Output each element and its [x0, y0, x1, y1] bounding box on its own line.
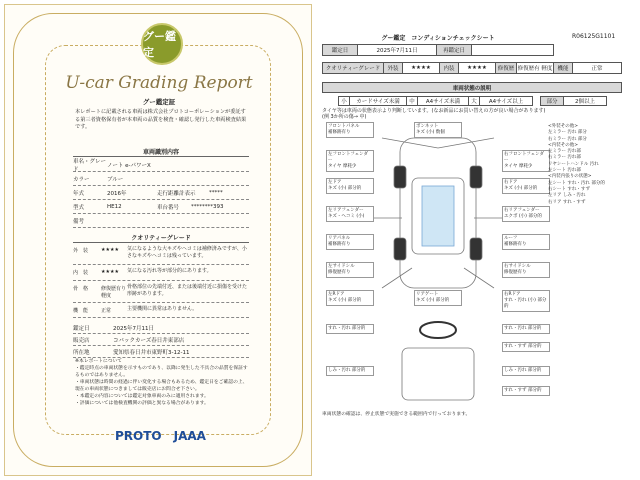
note-item: ・本鑑定の内容については鑑定対象車両のみに適用されます。: [75, 393, 209, 399]
panel-text: キズ (小) 部分的: [328, 185, 362, 191]
row-value: ★★★★: [101, 247, 119, 253]
panel-front: [326, 122, 374, 138]
function-value: 正常: [572, 62, 622, 74]
size-small: 小: [338, 96, 350, 106]
interior-label-1: すれ・汚れ 部分的: [326, 324, 374, 334]
row-text: 気になるような大キズやヘコミは補修済みですが、小さなキズやヘコミは残っています。: [127, 246, 247, 259]
panel-rear: [326, 234, 374, 250]
row-label: 内 装: [73, 270, 89, 276]
vehicle-row-color: [73, 173, 249, 186]
panel-name: 右フロントフェンダー: [504, 152, 544, 163]
size-medium: 中: [406, 96, 418, 106]
panel-roof: [502, 234, 550, 250]
panel-text: キズ (小) 数個: [416, 129, 445, 135]
legend-item: <外装その他>: [548, 124, 579, 129]
panel-text: すれ・汚れ (小) 部分的: [504, 297, 547, 309]
grading-certificate: [4, 4, 312, 476]
legend-item: 右ミラー 汚れ部: [548, 155, 581, 161]
legend-item: 左シート すれ・汚れ 部分的: [548, 180, 605, 186]
panel-text: タイヤ 摩耗少: [504, 163, 533, 169]
certificate-notes: [75, 359, 251, 408]
quality-heading: クオリティーグレード: [73, 233, 249, 243]
vehicle-row-year: [73, 187, 249, 200]
interior-label: 内装: [439, 62, 459, 74]
size-note-example: (例 3か所の傷→ 中): [322, 114, 367, 120]
panel-name: フロントパネル: [328, 124, 360, 129]
size-note: タイヤ等は車両の状態表示より判断しています。(なお新品にお買い替えの方が良い場合があります): [322, 108, 546, 114]
panel-left-rear-fender: [326, 206, 374, 222]
panel-text: キズ (小) 部分的: [416, 297, 450, 303]
row-label: 外 装: [73, 248, 89, 254]
panel-left-door: [326, 178, 374, 194]
panel-left-front-fender: [326, 150, 374, 172]
panel-text: 補修跡有り: [504, 241, 527, 247]
date-value: 2025年7月11日: [357, 44, 437, 56]
vehicle-row-name: [73, 159, 249, 172]
row-text: 骨格部位の先端付近、または後端付近に損傷を受けた形跡があります。: [127, 284, 248, 297]
panel-name: 左サイドシル: [328, 264, 355, 269]
note-item: ・評価については他検査機関の評価と異なる場合があります。: [75, 400, 209, 406]
interior-label-5: しみ・汚れ 部分的: [502, 366, 550, 376]
vehicle-heading: 車両識別内容: [73, 147, 249, 157]
certificate-subtitle: グー鑑定証: [142, 98, 176, 106]
row-value: ノート e-パワーX: [107, 163, 151, 169]
jaaa-logo: JAAA: [173, 429, 206, 443]
row-label2: 車台番号: [157, 205, 180, 211]
panel-right-sill: [502, 262, 550, 278]
row-label: 販売店: [73, 338, 90, 344]
row-label: 鑑定日: [73, 326, 90, 332]
proto-logo: PROTO: [115, 429, 162, 443]
row-label: 年式: [73, 191, 85, 197]
row-label: 車名・グレード: [73, 159, 107, 173]
size-small-desc: カードサイズ未満: [349, 96, 407, 106]
panel-text: 修復歴有り: [328, 269, 351, 275]
panel-text: 補修跡有り: [328, 241, 351, 247]
sheet-code: R06125G1101: [572, 33, 616, 40]
car-damage-diagram: [322, 118, 554, 406]
legend-item: <内装その他>: [548, 142, 579, 148]
recheck-label: 再鑑定日: [436, 44, 472, 56]
interior-label-3: すれ・すず 部分的: [502, 342, 550, 352]
function-label: 機能: [553, 62, 573, 74]
panel-text: 補修跡有り: [328, 129, 351, 135]
row-value: ★★★★: [101, 269, 119, 275]
sheet-footnote: 車両状態の確認は、停止状態で実施できる範囲内で行っております。: [322, 412, 471, 417]
row-value: 2016年: [107, 191, 127, 197]
row-label: 備考: [73, 219, 85, 225]
panel-text: キズ (小) 部分的: [328, 297, 362, 303]
exterior-value: ★★★★: [402, 62, 440, 74]
panel-bonnet: [414, 122, 462, 138]
vehicle-row-notes: [73, 215, 249, 228]
panel-rear-gate: [414, 290, 462, 306]
date-label: 鑑定日: [322, 44, 358, 56]
condition-legend: [548, 124, 618, 206]
legend-item: 左シート 汚れ部: [548, 168, 581, 174]
level-value: 2個以上: [563, 96, 607, 106]
panel-name: 左ドア: [328, 180, 342, 185]
panel-text: キズ・ヘコミ (小): [328, 213, 365, 219]
row-value: 2025年7月11日: [113, 326, 154, 332]
interior-value: ★★★★: [458, 62, 496, 74]
row-value: 愛知県春日井市東野町3-12-11: [113, 350, 190, 356]
legend-item: 左リア しみ・汚れ: [548, 193, 586, 199]
legend-item: 右ミラー 汚れ 部分: [548, 136, 587, 142]
panel-name: 右Rドア: [504, 292, 521, 297]
size-medium-desc: A4サイズ未満: [417, 96, 469, 106]
legend-item: <内装内張りの状態>: [548, 174, 592, 180]
sheet-title: グー鑑定 コンディションチェックシート: [381, 35, 495, 42]
panel-right-rear-fender: [502, 206, 550, 222]
panel-name: 右ドア: [504, 180, 518, 185]
interior-label-6: すれ・すず 部分的: [502, 386, 550, 396]
legend-item: リヤシートハンドル 汚れ: [548, 161, 599, 167]
row-label: 型式: [73, 205, 85, 211]
legend-item: 右リア すれ・すず: [548, 199, 586, 205]
panel-name: 左Rドア: [328, 292, 345, 297]
note-item: ・鑑定時点の車両状態を示すものであり、以降に発生した不具合の品質を保証するものではありません。: [75, 365, 248, 378]
row-value: コバックカーズ春日井東部店: [113, 338, 185, 344]
address-row: [73, 347, 249, 358]
quality-row-exterior: [73, 245, 249, 265]
grade-label: クオリティーグレード: [322, 62, 384, 74]
state-heading: 車両状態の説明: [322, 82, 622, 93]
repair-value: 修復歴有 軽度: [516, 62, 554, 74]
panel-text: 修復歴有り: [504, 269, 527, 275]
row-value2: *****: [209, 190, 223, 196]
certificate-intro: 本レポートに記載される車両は株式会社プロトコーポレーションが委託する第三者資格保有者が本車両の品質を検査・確認し発行した車両検査結果です。: [75, 109, 247, 131]
panel-text: タイヤ 摩耗少: [328, 163, 357, 169]
panel-name: 右サイドシル: [504, 264, 531, 269]
panel-name: 右リアフェンダー: [504, 208, 540, 213]
shop-row: [73, 335, 249, 346]
certificate-title: U-car Grading Report: [65, 73, 253, 93]
row-label: 骨 格: [73, 286, 89, 292]
row-text: 気になる汚れ等が部分的にあります。: [127, 268, 212, 274]
legend-item: 右シート すれ・すず: [548, 186, 590, 192]
row-value: 正常: [101, 308, 112, 314]
panel-name: ルーフ: [504, 236, 518, 241]
interior-label-4: しみ・汚れ 部分的: [326, 366, 374, 376]
panel-text: エクボ (小) 部分的: [504, 213, 542, 219]
size-large: 大: [468, 96, 480, 106]
quality-row-frame: [73, 283, 249, 303]
size-large-desc: A4サイズ以上: [479, 96, 533, 106]
panel-name: リアゲート: [416, 292, 439, 297]
row-text: 主要機関に異常はありません。: [127, 306, 198, 312]
goo-kantei-badge: [141, 23, 183, 65]
vehicle-row-model: [73, 201, 249, 214]
recheck-value: [471, 44, 554, 56]
row-value: HE12: [107, 204, 122, 210]
panel-right-rear-door: [502, 290, 550, 312]
panel-name: リアパネル: [328, 236, 351, 241]
panel-right-door: [502, 178, 550, 194]
logo-bar: [115, 429, 206, 443]
inspection-date-row: [73, 323, 249, 334]
panel-left-rear-door: [326, 290, 374, 306]
row-value2: ********393: [191, 204, 224, 210]
row-label: 所在地: [73, 350, 90, 356]
legend-item: 左ミラー 汚れ 部分: [548, 130, 587, 136]
row-value: 修復歴有り 軽度: [101, 286, 127, 299]
badge-text: グー鑑定: [143, 30, 176, 59]
panel-name: ボンネット: [416, 124, 439, 129]
interior-label-2: すれ・汚れ 部分的: [502, 324, 550, 334]
repair-label: 修復歴: [495, 62, 517, 74]
panel-text: キズ (小) 部分的: [504, 185, 538, 191]
note-item: ・車両状態は時間の経過に伴い変化する場合もあるため、鑑定日をご確認の上、現在の車両状態につきましては販売店にお問合せ下さい。: [75, 379, 248, 392]
panel-name: 左リアフェンダー: [328, 208, 364, 213]
row-label: 機 能: [73, 308, 89, 314]
exterior-label: 外装: [383, 62, 403, 74]
panel-name: 左フロントフェンダー: [328, 152, 368, 163]
level-label: 部分: [540, 96, 564, 106]
panel-right-front-fender: [502, 150, 550, 172]
quality-row-function: [73, 305, 249, 318]
row-label: カラー: [73, 177, 90, 183]
row-value: ブルー: [107, 177, 124, 183]
notes-heading: ※本レポートについて: [75, 359, 123, 364]
legend-item: 左ミラー 汚れ部: [548, 149, 581, 155]
quality-row-interior: [73, 267, 249, 281]
row-label2: 走行距離計表示: [157, 191, 196, 197]
panel-left-sill: [326, 262, 374, 278]
